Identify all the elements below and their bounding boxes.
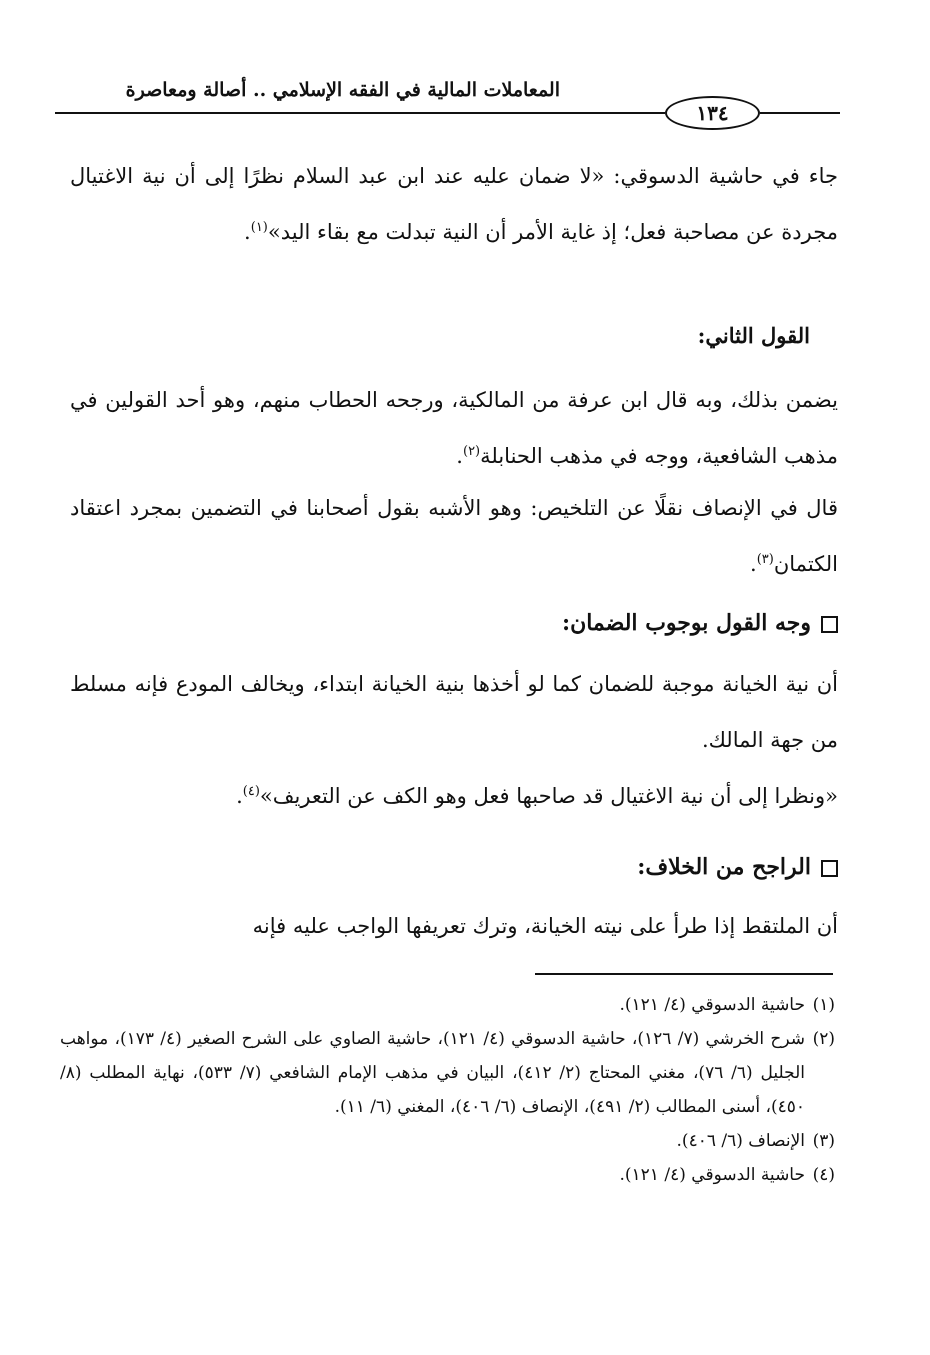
square-bullet-icon	[821, 860, 838, 877]
footnote-separator	[535, 973, 833, 975]
footnote-text: حاشية الدسوقي (٤/ ١٢١).	[619, 995, 805, 1015]
paragraph-6: أن الملتقط إذا طرأ على نيته الخيانة، وترك تعريفها الواجب عليه فإنه	[252, 914, 838, 938]
header-rule-right	[760, 112, 840, 114]
footnotes	[60, 988, 835, 1192]
footnote-item	[60, 1158, 835, 1192]
paragraph-2: يضمن بذلك، وبه قال ابن عرفة من المالكية، ورجحه الحطاب منهم، وهو أحد القولين في مذهب الشافعية، ووجه في مذهب الحنابلة$^{(٢)}$.	[70, 388, 838, 468]
footnote-number: (٢)	[812, 1029, 835, 1049]
section-heading-2	[637, 847, 838, 887]
footnote-ref-2: (٢)	[462, 444, 481, 459]
footnote-item	[60, 1124, 835, 1158]
paragraph-3: قال في الإنصاف نقلًا عن التلخيص: وهو الأشبه بقول أصحابنا في التضمين بمجرد اعتقاد الكتمان$^{(٣)}$.	[70, 496, 838, 576]
section-heading-1	[562, 603, 838, 643]
paragraph-1: جاء في حاشية الدسوقي: «لا ضمان عليه عند ابن عبد السلام نظرًا إلى أن نية الاغتيال مجردة عن مصاحبة فعل؛ إذ غاية الأمر أن النية تبدلت مع بقاء اليد»$^{(١)}$.	[70, 164, 838, 244]
footnote-number: (١)	[812, 995, 835, 1015]
paragraph-1-text: جاء في حاشية الدسوقي: «لا ضمان عليه عند ابن عبد السلام نظرًا إلى أن نية الاغتيال مجردة عن مصاحبة فعل؛ إذ غاية الأمر أن النية تبدلت مع بقاء اليد»	[70, 164, 838, 244]
footnote-item	[60, 1022, 835, 1124]
paragraph-5-text: «ونظرا إلى أن نية الاغتيال قد صاحبها فعل وهو الكف عن التعريف»	[259, 784, 838, 808]
footnote-text: حاشية الدسوقي (٤/ ١٢١).	[619, 1165, 805, 1185]
section-heading-1-text: وجه القول بوجوب الضمان:	[561, 610, 811, 636]
footnote-number: (٣)	[812, 1131, 835, 1151]
paragraph-2-text: يضمن بذلك، وبه قال ابن عرفة من المالكية، ورجحه الحطاب منهم، وهو أحد القولين في مذهب الشافعية، ووجه في مذهب الحنابلة	[70, 388, 838, 468]
footnote-ref-4: (٤)	[242, 784, 260, 799]
section-heading-2-text: الراجح من الخلاف:	[637, 854, 811, 880]
square-bullet-icon	[821, 616, 838, 633]
footnote-number: (٤)	[812, 1165, 835, 1185]
footnote-item	[60, 988, 835, 1022]
footnote-ref-1: (١)	[250, 220, 268, 235]
footnote-text: شرح الخرشي (٧/ ١٢٦)، حاشية الدسوقي (٤/ ١٢١)، حاشية الصاوي على الشرح الصغير (٤/ ١٧٣)، مواهب الجليل (٦/ ٧٦)، مغني المحتاج (٢/ ٤١٢)، البيان في مذهب الإمام الشافعي (٧/ ٥٣٣)، نهاية المطلب (٨/ ٤٥٠)، أسنى المطالب (٢/ ٤٩١)، الإنصاف (٦/ ٤٠٦)، المغني (٦/ ١١).	[60, 1029, 805, 1117]
subheading-second-opinion: القول الثاني:	[697, 323, 810, 348]
header-rule-left	[55, 112, 665, 114]
paragraph-5: «ونظرا إلى أن نية الاغتيال قد صاحبها فعل وهو الكف عن التعريف»$^{(٤)}$.	[236, 784, 838, 808]
paragraph-4: أن نية الخيانة موجبة للضمان كما لو أخذها بنية الخيانة ابتداء، ويخالف المودع فإنه مسلط من جهة المالك.	[70, 672, 838, 752]
page-number: ١٣٤	[665, 96, 760, 130]
footnote-text: الإنصاف (٦/ ٤٠٦).	[676, 1131, 805, 1151]
paragraph-3-text: قال في الإنصاف نقلًا عن التلخيص: وهو الأشبه بقول أصحابنا في التضمين بمجرد اعتقاد الكتمان	[70, 496, 838, 576]
footnote-ref-3: (٣)	[756, 552, 774, 567]
running-header: المعاملات المالية في الفقه الإسلامي .. أصالة ومعاصرة	[125, 79, 560, 101]
